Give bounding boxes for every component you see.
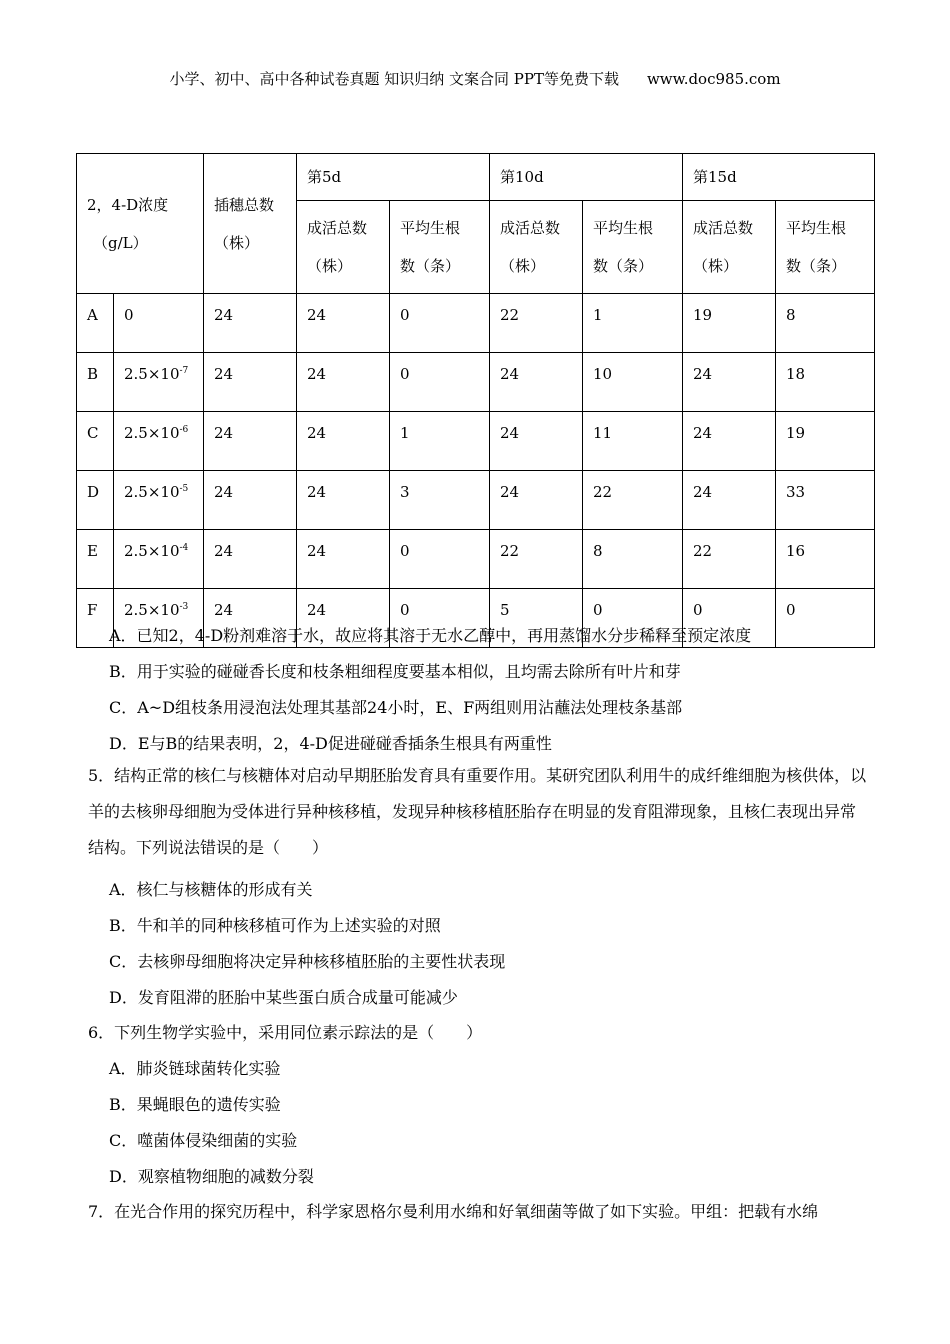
- q4-option-c: C．A~D组枝条用浸泡法处理其基部24小时，E、F两组则用沾蘸法处理枝条基部: [109, 698, 683, 717]
- page-header: [0, 68, 950, 89]
- header-concentration: 2，4-D浓度 （g/L）: [77, 154, 204, 294]
- table-row: [77, 471, 875, 530]
- header-day10: 第10d: [490, 154, 683, 201]
- subheader-alive: 成活总数 （株）: [683, 201, 776, 294]
- cell-d15-root: 0: [776, 589, 875, 648]
- subheader-alive: 成活总数 （株）: [490, 201, 583, 294]
- q4-option-a: A．已知2，4-D粉剂难溶于水，故应将其溶于无水乙醇中，再用蒸馏水分步稀释至预定浓度: [109, 626, 752, 645]
- cell-d5-alive: 24: [297, 353, 390, 412]
- header-day15: 第15d: [683, 154, 875, 201]
- cell-group: F: [77, 589, 114, 648]
- q6-option-c: C．噬菌体侵染细菌的实验: [109, 1131, 298, 1150]
- cell-d5-root: 3: [390, 471, 490, 530]
- cell-total: 24: [204, 294, 297, 353]
- cell-group: C: [77, 412, 114, 471]
- cell-d15-root: 18: [776, 353, 875, 412]
- header-site: www.doc985.com: [646, 70, 781, 88]
- header-day5: 第5d: [297, 154, 490, 201]
- cell-d5-root: 0: [390, 589, 490, 648]
- cell-group: A: [77, 294, 114, 353]
- cell-d10-root: 10: [583, 353, 683, 412]
- cell-d10-alive: 5: [490, 589, 583, 648]
- cell-total: 24: [204, 589, 297, 648]
- subheader-root: 平均生根 数（条）: [776, 201, 875, 294]
- q5-option-d: D．发育阻滞的胚胎中某些蛋白质合成量可能减少: [109, 988, 458, 1007]
- table-row: [77, 530, 875, 589]
- q7-stem: 7．在光合作用的探究历程中，科学家恩格尔曼利用水绵和好氧细菌等做了如下实验。甲组：把载有水绵: [88, 1202, 819, 1221]
- cell-d5-alive: 24: [297, 471, 390, 530]
- cell-d10-root: 22: [583, 471, 683, 530]
- table-row: [77, 353, 875, 412]
- q4-option-d: D．E与B的结果表明，2，4-D促进碰碰香插条生根具有两重性: [109, 734, 552, 753]
- cell-group: B: [77, 353, 114, 412]
- q5-option-a: A．核仁与核糖体的形成有关: [109, 880, 313, 899]
- cell-d15-root: 33: [776, 471, 875, 530]
- cell-d5-alive: 24: [297, 589, 390, 648]
- cell-concentration: $2.5\times 10^{-7}$: [114, 353, 204, 412]
- subheader-alive: 成活总数 （株）: [297, 201, 390, 294]
- q4-option-b: B．用于实验的碰碰香长度和枝条粗细程度要基本相似，且均需去除所有叶片和芽: [109, 662, 681, 681]
- cell-group: E: [77, 530, 114, 589]
- cell-d15-root: 8: [776, 294, 875, 353]
- header-text: 小学、初中、高中各种试卷真题 知识归纳 文案合同 PPT等免费下载: [169, 70, 619, 88]
- cell-d10-root: 0: [583, 589, 683, 648]
- cell-total: 24: [204, 530, 297, 589]
- cell-d15-alive: 0: [683, 589, 776, 648]
- cell-concentration: $2.5\times 10^{-3}$: [114, 589, 204, 648]
- cell-d10-alive: 24: [490, 412, 583, 471]
- cell-d10-alive: 22: [490, 530, 583, 589]
- table-row: [77, 412, 875, 471]
- cell-d15-alive: 19: [683, 294, 776, 353]
- cell-group: D: [77, 471, 114, 530]
- cell-d10-root: 8: [583, 530, 683, 589]
- cell-d5-root: 0: [390, 353, 490, 412]
- q5-stem: 5．结构正常的核仁与核糖体对启动早期胚胎发育具有重要作用。某研究团队利用牛的成纤维细胞为核供体，以羊的去核卵母细胞为受体进行异种核移植，发现异种核移植胚胎存在明显的发育阻滞现象，且核仁表现出异常结构。下列说法错误的是（ ）: [88, 766, 867, 857]
- cell-d5-alive: 24: [297, 412, 390, 471]
- cell-d10-alive: 24: [490, 353, 583, 412]
- subheader-root: 平均生根 数（条）: [390, 201, 490, 294]
- cell-concentration: $2.5\times 10^{-4}$: [114, 530, 204, 589]
- q5-option-b: B．牛和羊的同种核移植可作为上述实验的对照: [109, 916, 441, 935]
- subheader-root: 平均生根 数（条）: [583, 201, 683, 294]
- cell-d15-alive: 24: [683, 471, 776, 530]
- cell-d15-alive: 24: [683, 412, 776, 471]
- table-row: [77, 294, 875, 353]
- cell-d5-root: 0: [390, 294, 490, 353]
- cell-d5-root: 1: [390, 412, 490, 471]
- cell-d5-root: 0: [390, 530, 490, 589]
- cell-d15-alive: 22: [683, 530, 776, 589]
- q6-stem: 6．下列生物学实验中，采用同位素示踪法的是（ ）: [88, 1023, 483, 1042]
- cell-d15-root: 19: [776, 412, 875, 471]
- cell-d5-alive: 24: [297, 294, 390, 353]
- cell-total: 24: [204, 353, 297, 412]
- cell-concentration: $2.5\times 10^{-6}$: [114, 412, 204, 471]
- cell-d10-root: 1: [583, 294, 683, 353]
- cell-d10-alive: 22: [490, 294, 583, 353]
- cell-d5-alive: 24: [297, 530, 390, 589]
- cell-d10-root: 11: [583, 412, 683, 471]
- cell-total: 24: [204, 471, 297, 530]
- cell-concentration: 0: [114, 294, 204, 353]
- q5-option-c: C．去核卵母细胞将决定异种核移植胚胎的主要性状表现: [109, 952, 506, 971]
- cell-d15-alive: 24: [683, 353, 776, 412]
- header-total: 插穗总数 （株）: [204, 154, 297, 294]
- q6-option-d: D．观察植物细胞的减数分裂: [109, 1167, 314, 1186]
- cell-d10-alive: 24: [490, 471, 583, 530]
- cell-total: 24: [204, 412, 297, 471]
- q6-option-b: B．果蝇眼色的遗传实验: [109, 1095, 281, 1114]
- q6-option-a: A．肺炎链球菌转化实验: [109, 1059, 281, 1078]
- experiment-table: [76, 153, 875, 648]
- cell-concentration: $2.5\times 10^{-5}$: [114, 471, 204, 530]
- cell-d15-root: 16: [776, 530, 875, 589]
